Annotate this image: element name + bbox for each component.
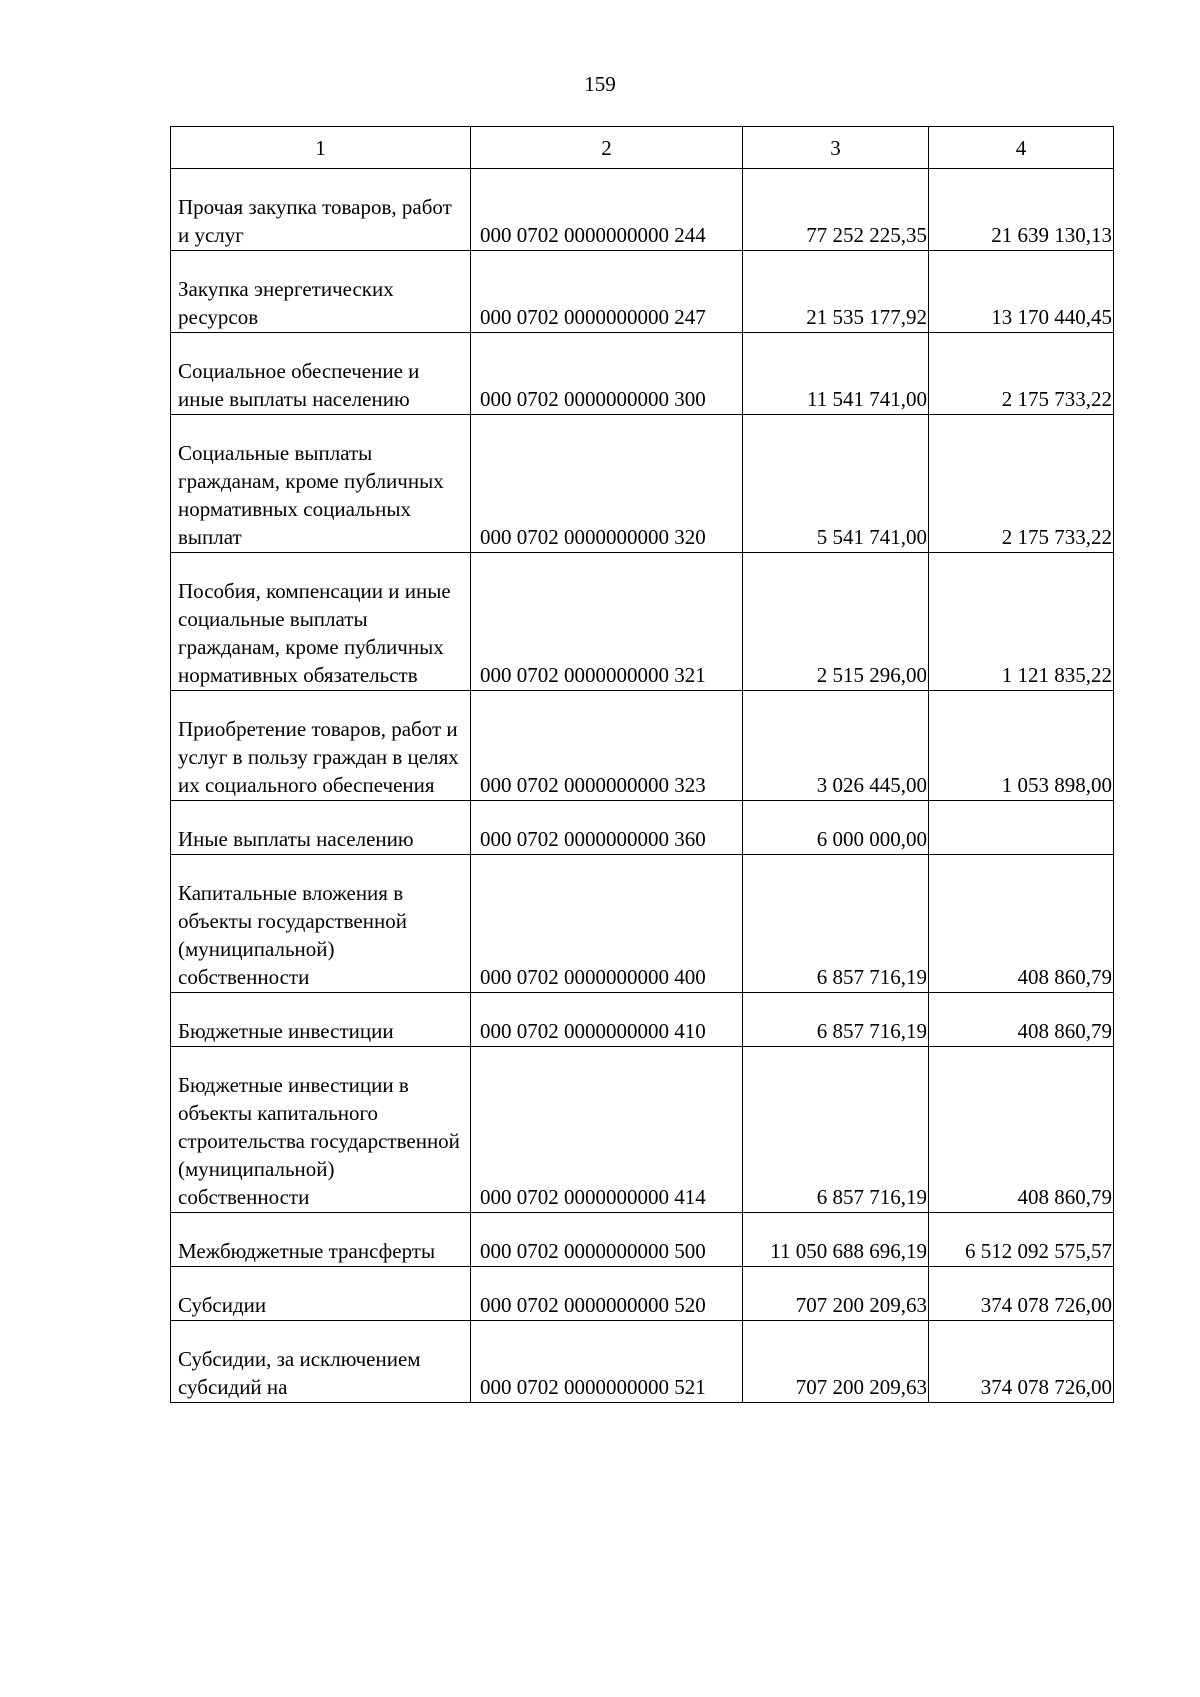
expense-name: Капитальные вложения в объекты государственной (муниципальной) собственности: [171, 855, 471, 993]
table-row: [171, 1267, 1114, 1321]
classification-code: 000 0702 0000000000 400: [471, 855, 743, 993]
column-header: 2: [471, 127, 743, 169]
table-row: [171, 993, 1114, 1047]
amount-col4: 6 512 092 575,57: [929, 1213, 1114, 1267]
amount-col4: 374 078 726,00: [929, 1267, 1114, 1321]
classification-code: 000 0702 0000000000 247: [471, 251, 743, 333]
expense-name: Бюджетные инвестиции в объекты капитального строительства государственной (муниципальной) собственности: [171, 1047, 471, 1213]
amount-col4: 408 860,79: [929, 1047, 1114, 1213]
amount-col4: [929, 801, 1114, 855]
amount-col4: 21 639 130,13: [929, 169, 1114, 251]
classification-code: 000 0702 0000000000 520: [471, 1267, 743, 1321]
table-row: [171, 801, 1114, 855]
table-row: [171, 1047, 1114, 1213]
amount-col3: 11 050 688 696,19: [743, 1213, 929, 1267]
classification-code: 000 0702 0000000000 360: [471, 801, 743, 855]
expense-name: Социальное обеспечение и иные выплаты населению: [171, 333, 471, 415]
expense-name: Бюджетные инвестиции: [171, 993, 471, 1047]
expense-name: Социальные выплаты гражданам, кроме публичных нормативных социальных выплат: [171, 415, 471, 553]
amount-col3: 6 857 716,19: [743, 1047, 929, 1213]
amount-col4: 1 053 898,00: [929, 691, 1114, 801]
amount-col3: 77 252 225,35: [743, 169, 929, 251]
classification-code: 000 0702 0000000000 410: [471, 993, 743, 1047]
expense-name: Пособия, компенсации и иные социальные выплаты гражданам, кроме публичных нормативных обязательств: [171, 553, 471, 691]
classification-code: 000 0702 0000000000 321: [471, 553, 743, 691]
amount-col3: 3 026 445,00: [743, 691, 929, 801]
expense-name: Прочая закупка товаров, работ и услуг: [171, 169, 471, 251]
table-row: [171, 1213, 1114, 1267]
amount-col4: 408 860,79: [929, 993, 1114, 1047]
expense-name: Субсидии: [171, 1267, 471, 1321]
amount-col4: 2 175 733,22: [929, 415, 1114, 553]
table-row: [171, 553, 1114, 691]
table-row: [171, 333, 1114, 415]
amount-col3: 11 541 741,00: [743, 333, 929, 415]
expense-name: Закупка энергетических ресурсов: [171, 251, 471, 333]
classification-code: 000 0702 0000000000 244: [471, 169, 743, 251]
table-row: [171, 169, 1114, 251]
page-number: 159: [584, 72, 616, 96]
table-row: [171, 855, 1114, 993]
table-row: [171, 691, 1114, 801]
classification-code: 000 0702 0000000000 521: [471, 1321, 743, 1403]
table-row: [171, 251, 1114, 333]
amount-col3: 6 857 716,19: [743, 993, 929, 1047]
classification-code: 000 0702 0000000000 500: [471, 1213, 743, 1267]
classification-code: 000 0702 0000000000 414: [471, 1047, 743, 1213]
column-header: 1: [171, 127, 471, 169]
amount-col3: 2 515 296,00: [743, 553, 929, 691]
classification-code: 000 0702 0000000000 323: [471, 691, 743, 801]
amount-col3: 6 000 000,00: [743, 801, 929, 855]
amount-col4: 374 078 726,00: [929, 1321, 1114, 1403]
amount-col4: 1 121 835,22: [929, 553, 1114, 691]
amount-col3: 6 857 716,19: [743, 855, 929, 993]
budget-table: [170, 126, 1114, 1403]
amount-col3: 21 535 177,92: [743, 251, 929, 333]
expense-name: Межбюджетные трансферты: [171, 1213, 471, 1267]
amount-col3: 5 541 741,00: [743, 415, 929, 553]
expense-name: Приобретение товаров, работ и услуг в пользу граждан в целях их социального обеспечения: [171, 691, 471, 801]
amount-col3: 707 200 209,63: [743, 1321, 929, 1403]
classification-code: 000 0702 0000000000 320: [471, 415, 743, 553]
amount-col4: 13 170 440,45: [929, 251, 1114, 333]
amount-col4: 2 175 733,22: [929, 333, 1114, 415]
table-row: [171, 1321, 1114, 1403]
classification-code: 000 0702 0000000000 300: [471, 333, 743, 415]
expense-name: Субсидии, за исключением субсидий на: [171, 1321, 471, 1403]
expense-name: Иные выплаты населению: [171, 801, 471, 855]
table-row: [171, 415, 1114, 553]
column-header: 3: [743, 127, 929, 169]
amount-col4: 408 860,79: [929, 855, 1114, 993]
column-header: 4: [929, 127, 1114, 169]
table-header-row: [171, 127, 1114, 169]
amount-col3: 707 200 209,63: [743, 1267, 929, 1321]
